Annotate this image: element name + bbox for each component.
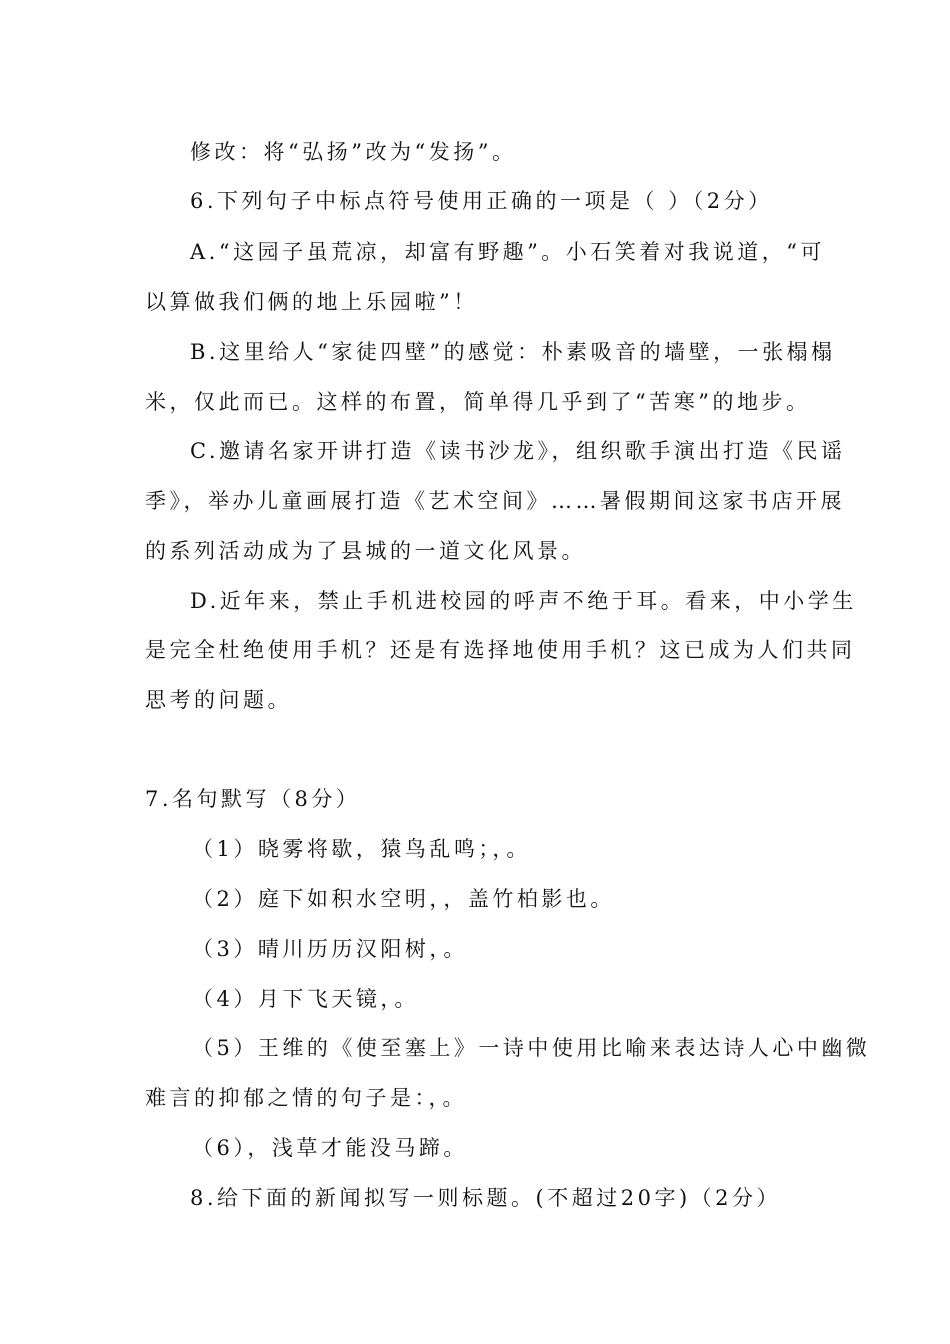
- question-6-option-a-line-1: A.“这园子虽荒凉，却富有野趣”。小石笑着对我说道，“可: [190, 240, 826, 264]
- question-7-item-4: （4）月下飞天镜，。: [192, 987, 419, 1011]
- question-6-option-c-line-3: 的系列活动成为了县城的一道文化风景。: [145, 539, 586, 563]
- question-6-option-a-line-2: 以算做我们俩的地上乐园啦”！: [145, 290, 478, 314]
- question-6-option-d-line-2: 是完全杜绝使用手机？还是有选择地使用手机？这已成为人们共同: [145, 638, 856, 662]
- question-7-item-6: （6），浅草才能没马蹄。: [192, 1136, 468, 1160]
- question-6-stem: 6.下列句子中标点符号使用正确的一项是（ ）（2分）: [190, 189, 773, 213]
- question-6-option-b-line-1: B.这里给人“家徒四壁”的感觉：朴素吸音的墙壁，一张榻榻: [190, 340, 836, 364]
- question-6-option-c-line-1: C.邀请名家开讲打造《读书沙龙》，组织歌手演出打造《民谣: [190, 439, 846, 463]
- question-7-item-5-line-2: 难言的抑郁之情的句子是：，。: [145, 1086, 467, 1110]
- question-8-stem: 8.给下面的新闻拟写一则标题。(不超过20字)（2分）: [190, 1186, 782, 1210]
- question-6-option-d-line-1: D.近年来，禁止手机进校园的呼声不绝于耳。看来，中小学生: [190, 589, 857, 613]
- question-7-item-2: （2）庭下如积水空明，，盖竹柏影也。: [192, 887, 615, 911]
- revision-note: 修改：将“弘扬”改为“发扬”。: [190, 140, 517, 164]
- question-6-option-d-line-3: 思考的问题。: [145, 688, 292, 712]
- question-7-stem: 7.名句默写（8分）: [145, 787, 361, 811]
- question-6-option-b-line-2: 米，仅此而已。这样的布置，简单得几乎到了“苦寒”的地步。: [145, 390, 811, 414]
- question-6-option-c-line-2: 季》，举办儿童画展打造《艺术空间》……暑假期间这家书店开展: [145, 489, 845, 513]
- question-7-item-5-line-1: （5）王维的《使至塞上》一诗中使用比喻来表达诗人心中幽微: [192, 1036, 871, 1060]
- question-7-item-3: （3）晴川历历汉阳树，。: [192, 937, 468, 961]
- question-7-item-1: （1）晓雾将歇，猿鸟乱鸣；，。: [192, 837, 531, 861]
